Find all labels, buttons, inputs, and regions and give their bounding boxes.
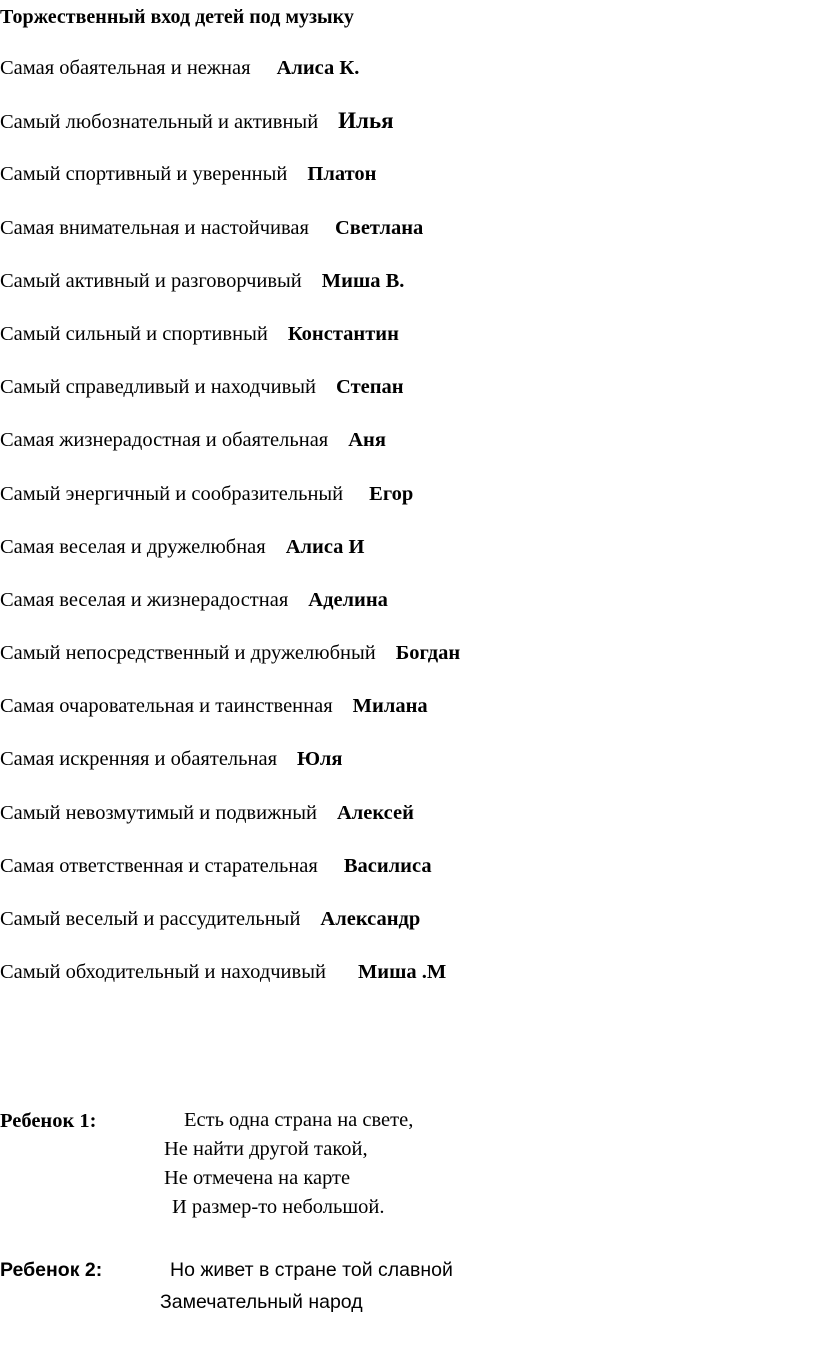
intro-line xyxy=(0,266,816,319)
poem-verse: И размер-то небольшой. xyxy=(172,1196,385,1218)
intro-name: Константин xyxy=(287,322,399,345)
intro-line xyxy=(0,851,816,904)
intro-description: Самый справедливый и находчивый xyxy=(0,376,317,399)
intro-name: Степан xyxy=(336,376,404,399)
intro-name: Егор xyxy=(369,482,414,505)
intro-description: Самый спортивный и уверенный xyxy=(0,163,288,186)
child2-label: Ребенок 2: xyxy=(0,1259,103,1281)
intro-name: Богдан xyxy=(395,642,461,665)
intro-line xyxy=(0,585,816,638)
document-title: Торжественный вход детей под музыку xyxy=(0,6,354,28)
intro-line xyxy=(0,319,816,372)
intro-line xyxy=(0,372,816,425)
intro-line xyxy=(0,532,816,585)
poem-verse: Замечательный народ xyxy=(160,1291,363,1313)
intro-description: Самый сильный и спортивный xyxy=(0,322,268,345)
intro-name: Василиса xyxy=(343,854,432,877)
intro-description: Самый энергичный и сообразительный xyxy=(0,482,344,505)
intro-line xyxy=(0,904,816,957)
intro-name: Александр xyxy=(320,908,421,930)
children-intro-list xyxy=(0,53,816,1010)
intro-description: Самая очаровательная и таинственная xyxy=(0,695,333,718)
intro-line xyxy=(0,479,816,532)
intro-description: Самая веселая и дружелюбная xyxy=(0,535,266,558)
intro-name: Милана xyxy=(352,695,428,718)
intro-description: Самая веселая и жизнерадостная xyxy=(0,588,289,611)
intro-line xyxy=(0,798,816,851)
intro-description: Самая ответственная и старательная xyxy=(0,854,318,877)
intro-name: Алиса К. xyxy=(276,57,360,79)
poem-verse: Но живет в стране той славной xyxy=(170,1259,453,1281)
intro-description: Самый веселый и рассудительный xyxy=(0,908,301,930)
intro-line xyxy=(0,425,816,478)
intro-line xyxy=(0,744,816,797)
poem-verse: Есть одна страна на свете, xyxy=(184,1109,414,1131)
intro-line xyxy=(0,53,816,106)
poem-verse: Не отмечена на карте xyxy=(164,1167,351,1189)
intro-line xyxy=(0,691,816,744)
intro-name: Алиса И xyxy=(285,535,365,558)
poem-verse: Не найти другой такой, xyxy=(164,1138,368,1160)
intro-line xyxy=(0,159,816,212)
intro-description: Самая жизнерадостная и обаятельная xyxy=(0,429,329,452)
intro-name: Аня xyxy=(348,429,386,452)
intro-name: Миша .М xyxy=(357,961,447,984)
intro-line xyxy=(0,638,816,691)
intro-name: Светлана xyxy=(334,216,424,239)
intro-name: Юля xyxy=(297,748,343,771)
child2-poem xyxy=(160,1254,453,1318)
intro-line xyxy=(0,957,816,1010)
intro-description: Самый любознательный и активный xyxy=(0,111,319,134)
child1-poem xyxy=(164,1106,413,1222)
intro-name: Аделина xyxy=(308,588,388,611)
intro-description: Самый обходительный и находчивый xyxy=(0,961,326,984)
intro-description: Самый непосредственный и дружелюбный xyxy=(0,642,376,665)
intro-name: Миша В. xyxy=(321,269,405,292)
intro-name: Платон xyxy=(307,163,377,186)
intro-description: Самая внимательная и настойчивая xyxy=(0,216,309,239)
child1-label: Ребенок 1: xyxy=(0,1110,97,1132)
intro-name: Алексей xyxy=(336,801,414,824)
intro-description: Самый активный и разговорчивый xyxy=(0,269,302,292)
intro-line xyxy=(0,106,816,159)
intro-description: Самая искренняя и обаятельная xyxy=(0,748,278,771)
intro-line xyxy=(0,213,816,266)
intro-name: Илья xyxy=(338,108,394,134)
intro-description: Самая обаятельная и нежная xyxy=(0,57,251,79)
intro-description: Самый невозмутимый и подвижный xyxy=(0,801,317,824)
